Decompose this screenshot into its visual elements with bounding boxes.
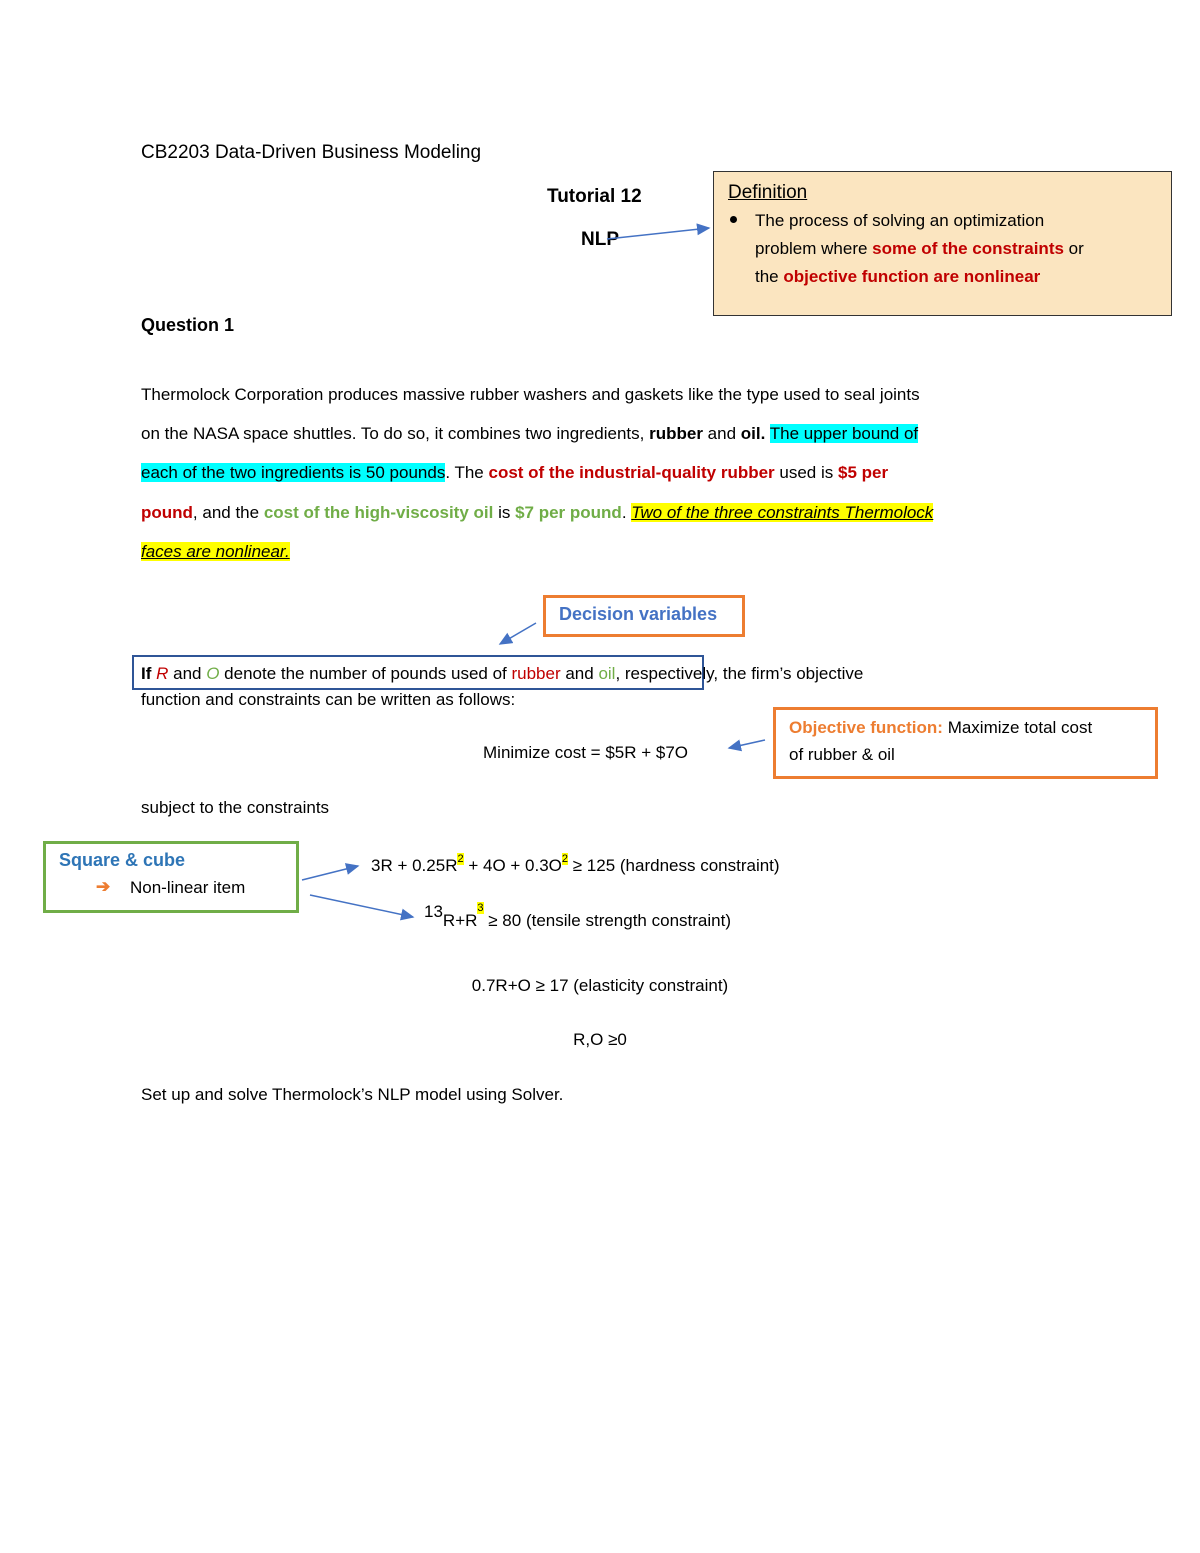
definition-line-1: The process of solving an optimization: [755, 211, 1045, 230]
objective-callout-line-2: of rubber & oil: [789, 745, 895, 764]
decision-variables-label: Decision variables: [559, 604, 718, 624]
arrow-right-icon: ➔: [96, 877, 111, 896]
subject-to-label: subject to the constraints: [141, 798, 330, 817]
definition-line-2: problem where some of the constraints or: [755, 239, 1084, 258]
tensile-strength-constraint: $13R+R^3 \ge 80$ (tensile strength constraint): [424, 902, 731, 930]
objective-arrow: [729, 740, 765, 748]
tutorial-number: Tutorial 12: [547, 186, 642, 207]
question-heading: Question 1: [141, 315, 235, 335]
definition-title: Definition: [728, 182, 808, 203]
paragraph-line-4: pound, and the cost of the high-viscosity oil is $7 per pound. Two of the three constraints Thermolock: [141, 503, 934, 522]
square-arrow: [302, 866, 358, 880]
decision-variables-arrow: [500, 623, 536, 644]
nonlinear-callout-title: Square & cube: [59, 850, 186, 870]
topic-label: NLP: [581, 229, 619, 250]
non-negativity-constraint: R,O ≥0: [573, 1030, 627, 1049]
objective-formula: Minimize cost = $5R + $7O: [483, 743, 689, 762]
paragraph-line-3: each of the two ingredients is 50 pounds. The cost of the industrial-quality rubber used is $5 per: [141, 463, 889, 482]
elasticity-constraint: 0.7R+O ≥ 17 (elasticity constraint): [471, 976, 729, 995]
hardness-constraint: $3R + 0.25R^2 + 4O + 0.3O^2 \ge 125$ (hardness constraint): [371, 853, 780, 875]
variables-line-1: If R and O denote the number of pounds used of rubber and oil, respectively, the firm’s objective: [141, 664, 864, 683]
closing-instruction: Set up and solve Thermolock’s NLP model using Solver.: [141, 1085, 564, 1104]
definition-line-3: the objective function are nonlinear: [755, 267, 1041, 286]
paragraph-line-1: Thermolock Corporation produces massive rubber washers and gaskets like the type used to seal joints: [141, 385, 920, 404]
course-title: CB2203 Data-Driven Business Modeling: [141, 142, 482, 163]
paragraph-line-5: faces are nonlinear.: [141, 542, 290, 561]
cube-arrow: [310, 895, 413, 917]
paragraph-line-2: on the NASA space shuttles. To do so, it combines two ingredients, rubber and oil. The upper bound of: [141, 424, 919, 443]
nonlinear-callout-item: Non-linear item: [130, 878, 246, 897]
nlp-to-definition-arrow: [607, 228, 709, 239]
variables-line-2: function and constraints can be written as follows:: [141, 690, 516, 709]
objective-callout-line-1: Objective function: Maximize total cost: [789, 718, 1093, 737]
